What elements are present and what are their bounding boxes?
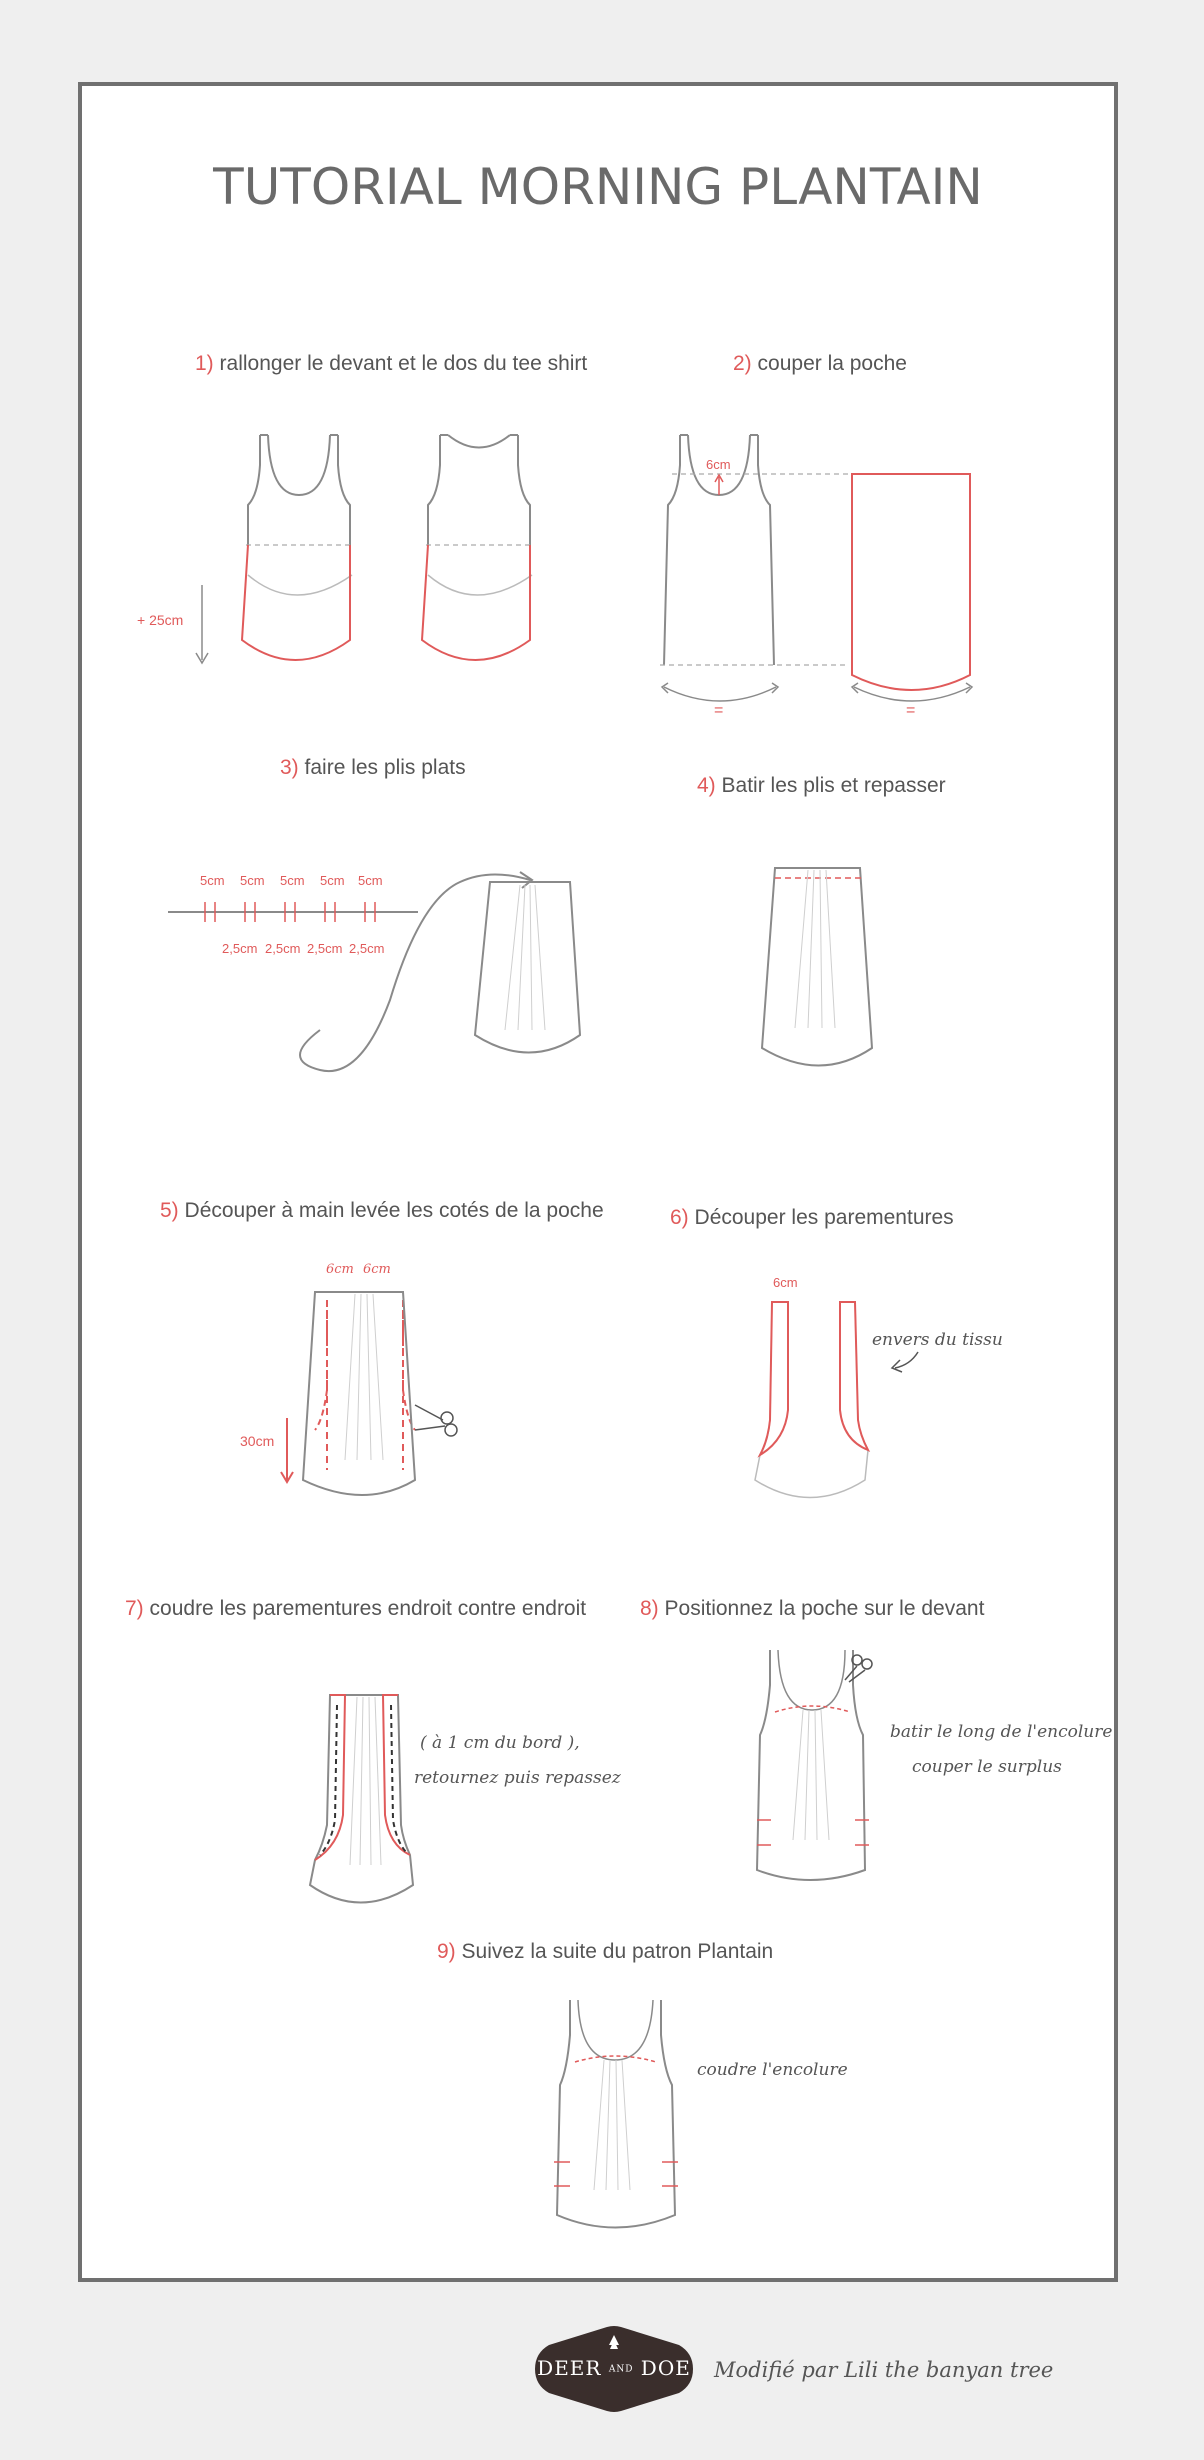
step-text: coudre les parementures endroit contre endroit: [149, 1597, 587, 1620]
step-6-heading: [670, 1206, 954, 1230]
step-5-heading: [160, 1199, 604, 1223]
pleat-width-label-4: 5cm: [320, 873, 345, 888]
pleat-gap-label-4: 2,5cm: [349, 941, 385, 956]
step-2-illustration: [650, 425, 1000, 725]
step-number: 6): [670, 1206, 689, 1229]
encolure-note: coudre l'encolure: [697, 2060, 848, 2080]
step-text: Suivez la suite du patron Plantain: [461, 1940, 774, 1963]
step-text: Découper à main levée les cotés de la poche: [184, 1199, 604, 1222]
equal-sign-right: =: [906, 702, 916, 719]
side-length-label: 30cm: [240, 1433, 275, 1449]
step-1-illustration: [130, 425, 550, 695]
step-text: couper la poche: [757, 352, 907, 375]
brand-mid: AND: [608, 2364, 634, 2375]
step-5-illustration: [275, 1270, 475, 1520]
page-title: TUTORIAL MORNING PLANTAIN: [213, 158, 983, 216]
step-7-heading: [125, 1597, 586, 1621]
step-9-heading: [437, 1940, 773, 1964]
bord-note-2: retournez puis repassez: [414, 1768, 621, 1788]
step-number: 8): [640, 1597, 659, 1620]
step-text: rallonger le devant et le dos du tee shirt: [219, 352, 588, 375]
step-text: Batir les plis et repasser: [721, 774, 946, 797]
step-number: 5): [160, 1199, 179, 1222]
envers-note: envers du tissu: [872, 1330, 1003, 1350]
step-number: 3): [280, 756, 299, 779]
step-2-heading: [733, 352, 907, 376]
pleat-width-label-1: 5cm: [200, 873, 225, 888]
step-7-illustration: [295, 1685, 435, 1905]
step-number: 1): [195, 352, 214, 375]
bord-note-1: ( à 1 cm du bord ),: [420, 1733, 580, 1753]
step-9-illustration: [540, 1990, 690, 2250]
side-cut-width-2: 6cm: [363, 1262, 391, 1277]
pleat-gap-label-2: 2,5cm: [265, 941, 301, 956]
pleat-width-label-3: 5cm: [280, 873, 305, 888]
batir-note-2: couper le surplus: [912, 1757, 1062, 1777]
step-number: 9): [437, 1940, 456, 1963]
brand-wordmark: [535, 2356, 693, 2380]
extend-label: + 25cm: [137, 612, 184, 628]
brand-right: DOE: [640, 2356, 691, 2380]
step-3-illustration: [160, 830, 600, 1090]
scissors-icon: [415, 1405, 457, 1436]
brand-left: DEER: [537, 2356, 602, 2380]
step-4-illustration: [750, 858, 890, 1088]
pleat-gap-label-3: 2,5cm: [307, 941, 343, 956]
side-cut-width-1: 6cm: [326, 1262, 354, 1277]
pocket-top-label: 6cm: [706, 457, 731, 472]
scissors-icon: [845, 1655, 872, 1682]
step-8-heading: [640, 1597, 984, 1621]
equal-sign-left: =: [714, 702, 724, 719]
pleat-width-label-5: 5cm: [358, 873, 383, 888]
pleat-width-label-2: 5cm: [240, 873, 265, 888]
step-number: 4): [697, 774, 716, 797]
step-number: 2): [733, 352, 752, 375]
step-text: faire les plis plats: [304, 756, 466, 779]
step-text: Découper les parementures: [694, 1206, 954, 1229]
step-8-illustration: [745, 1640, 885, 1900]
step-text: Positionnez la poche sur le devant: [664, 1597, 985, 1620]
credit-text: Modifié par Lili the banyan tree: [714, 2358, 1054, 2382]
step-6-illustration: [740, 1290, 1000, 1520]
step-4-heading: [697, 774, 946, 798]
batir-note-1: batir le long de l'encolure: [890, 1722, 1113, 1742]
step-3-heading: [280, 756, 466, 780]
facing-width-label: 6cm: [773, 1275, 798, 1290]
step-1-heading: [195, 352, 587, 376]
step-number: 7): [125, 1597, 144, 1620]
pleat-gap-label-1: 2,5cm: [222, 941, 258, 956]
